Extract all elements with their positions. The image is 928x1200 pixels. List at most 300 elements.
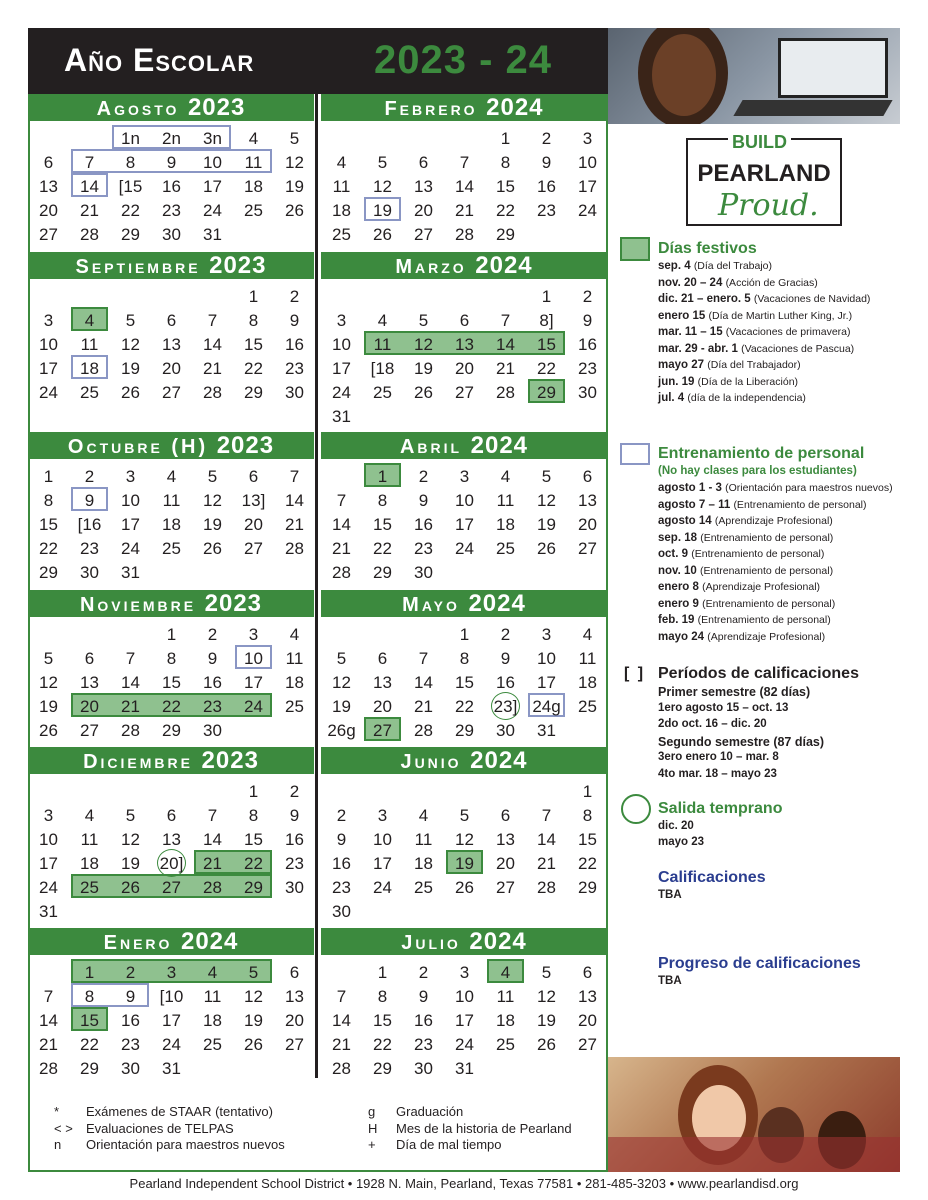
day-cell: 9 <box>500 649 511 668</box>
day-cell: 6 <box>248 467 259 486</box>
day-cell: 5 <box>541 467 552 486</box>
day-cell: 13 <box>414 177 433 196</box>
day-cell: 4 <box>289 625 300 644</box>
footer-legend-text: Exámenes de STAAR (tentativo) <box>86 1104 273 1119</box>
legend-row <box>658 532 833 544</box>
day-cell: 7 <box>207 806 218 825</box>
day-cell: 16 <box>537 177 556 196</box>
day-cell: 18 <box>496 1011 515 1030</box>
day-cell: 28 <box>203 878 222 897</box>
legend-note: (Día del Trabajo) <box>693 260 773 272</box>
legend-note: (Entrenamiento de personal) <box>691 548 825 560</box>
day-cell: 8 <box>248 806 259 825</box>
day-cell: 3 <box>582 129 593 148</box>
legend-row <box>658 260 772 272</box>
month-name: Enero <box>103 932 173 954</box>
day-cell: 21 <box>332 539 351 558</box>
month-year: 2024 <box>468 590 526 617</box>
legend-note: (Vacaciones de Navidad) <box>753 293 871 305</box>
day-cell: 1 <box>459 625 470 644</box>
day-cell: 5 <box>125 311 136 330</box>
day-cell: 24 <box>39 383 58 402</box>
footer-legend-text: Mes de la historia de Pearland <box>396 1120 572 1136</box>
day-cell: 3 <box>459 467 470 486</box>
logo-main: PEARLAND <box>697 160 831 187</box>
day-cell: 31 <box>203 225 222 244</box>
footer-legend-symbol: < > <box>54 1120 73 1136</box>
day-cell: 30 <box>578 383 597 402</box>
day-cell: 12 <box>121 335 140 354</box>
day-cell: 5 <box>541 963 552 982</box>
day-cell: 4 <box>248 129 259 148</box>
day-cell: 22 <box>578 854 597 873</box>
day-cell: 21 <box>455 201 474 220</box>
report-cards-title: Calificaciones <box>658 869 766 886</box>
day-cell: 27 <box>80 721 99 740</box>
month-year: 2024 <box>469 928 527 955</box>
day-cell: 9 <box>289 806 300 825</box>
day-cell: 28 <box>39 1059 58 1078</box>
legend-row <box>658 392 806 404</box>
month-header <box>28 747 314 774</box>
legend-row <box>658 293 870 305</box>
day-cell: 5 <box>248 963 259 982</box>
month-days <box>321 955 607 1110</box>
month-name: Diciembre <box>83 751 193 773</box>
day-cell: 22 <box>162 697 181 716</box>
day-cell: 4 <box>166 467 177 486</box>
day-cell: 1 <box>377 963 388 982</box>
day-cell: 28 <box>121 721 140 740</box>
legend-note: (Entrenamiento de personal) <box>733 498 867 511</box>
month-name: Noviembre <box>79 594 197 616</box>
day-cell: 22 <box>244 359 263 378</box>
legend-row <box>658 631 825 643</box>
day-cell: 17 <box>578 177 597 196</box>
day-cell: 2 <box>84 467 95 486</box>
day-cell: 29 <box>496 225 515 244</box>
day-cell: 3 <box>43 311 54 330</box>
day-cell: 1 <box>166 625 177 644</box>
day-cell: 25 <box>578 697 597 716</box>
day-cell: 2 <box>336 806 347 825</box>
day-cell: 2 <box>582 287 593 306</box>
day-cell: 21 <box>414 697 433 716</box>
footer-legend-text: Día de mal tiempo <box>396 1137 502 1152</box>
day-cell: 22 <box>373 1035 392 1054</box>
legend-row <box>658 565 833 577</box>
day-cell: 15 <box>162 673 181 692</box>
day-cell: 28 <box>414 721 433 740</box>
day-cell: 14 <box>39 1011 58 1030</box>
legend-note: (día de la independencia) <box>687 392 806 404</box>
grading-line: Segundo semestre (87 días) <box>658 734 825 749</box>
month-name: Julio <box>401 932 461 954</box>
legend-date: oct. 9 <box>658 548 689 560</box>
day-cell: 2 <box>289 287 300 306</box>
progress-reports-value: TBA <box>658 975 682 987</box>
month-header <box>321 252 607 279</box>
footer-legend-text: Orientación para maestros nuevos <box>86 1137 285 1152</box>
day-cell: 29 <box>537 383 556 402</box>
legend-date: nov. 10 <box>658 564 697 577</box>
day-cell: 7 <box>459 153 470 172</box>
day-cell: 20 <box>455 359 474 378</box>
day-cell: 13 <box>162 830 181 849</box>
day-cell: 21 <box>496 359 515 378</box>
day-cell: 5 <box>289 129 300 148</box>
day-cell: 15 <box>373 515 392 534</box>
day-cell: 3 <box>125 467 136 486</box>
day-cell: 8 <box>582 806 593 825</box>
grading-title: Períodos de calificaciones <box>658 665 859 682</box>
day-cell: 16 <box>496 673 515 692</box>
day-cell: 17 <box>537 673 556 692</box>
day-cell: 7 <box>336 491 347 510</box>
day-cell: 20 <box>285 1011 304 1030</box>
day-cell: 23 <box>80 539 99 558</box>
day-cell: 13 <box>455 335 474 354</box>
day-cell: 2 <box>500 625 511 644</box>
month-year: 2023 <box>204 590 263 617</box>
legend-note: (Aprendizaje Profesional) <box>707 630 826 643</box>
month-name: Junio <box>400 751 462 773</box>
day-cell: 13 <box>578 987 597 1006</box>
day-cell: 30 <box>414 1059 433 1078</box>
report-cards-value: TBA <box>658 889 682 901</box>
day-cell: 26 <box>121 383 140 402</box>
day-cell: 12 <box>373 177 392 196</box>
day-cell: 12 <box>203 491 222 510</box>
legend-note: (Orientación para maestros nuevos) <box>725 482 893 494</box>
day-cell: 23 <box>285 854 304 873</box>
footer-legend-symbol: + <box>368 1137 376 1152</box>
day-cell: 30 <box>496 721 515 740</box>
day-cell: 1 <box>248 782 259 801</box>
day-cell: 4 <box>336 153 347 172</box>
day-cell: 31 <box>332 407 351 426</box>
day-cell: 5 <box>43 649 54 668</box>
day-cell: 9 <box>336 830 347 849</box>
legend-note: (Vacaciones de Pascua) <box>741 342 855 355</box>
day-cell: 14 <box>285 491 304 510</box>
day-cell: 15 <box>244 830 263 849</box>
month-header <box>28 252 314 279</box>
legend-date: feb. 19 <box>658 614 695 626</box>
day-cell: [16 <box>77 515 102 534</box>
day-cell: 16 <box>332 854 351 873</box>
day-cell: 5 <box>377 153 388 172</box>
legend-date: mayo 27 <box>658 359 705 371</box>
day-cell: 18 <box>285 673 304 692</box>
day-cell: 11 <box>203 987 222 1006</box>
day-cell: 10 <box>537 649 556 668</box>
day-cell: 6 <box>166 311 177 330</box>
legend-note: (Día de la Liberación) <box>697 375 799 388</box>
legend-row <box>658 515 833 527</box>
day-cell: 17 <box>373 854 392 873</box>
legend-row <box>658 614 831 626</box>
day-cell: 12 <box>39 673 58 692</box>
day-cell: 17 <box>39 359 58 378</box>
day-cell: 21 <box>39 1035 58 1054</box>
day-cell: 19 <box>244 1011 263 1030</box>
grading-symbol: [ ] <box>624 665 646 682</box>
day-cell: 20 <box>578 515 597 534</box>
legend-date: agosto 14 <box>658 515 712 527</box>
day-cell: 4 <box>84 806 95 825</box>
day-cell: 8 <box>500 153 511 172</box>
logo-proud: Proud. <box>718 188 819 223</box>
day-cell: 14 <box>80 177 99 196</box>
progress-reports-title: Progreso de calificaciones <box>658 955 861 972</box>
day-cell: 14 <box>121 673 140 692</box>
day-cell: 25 <box>80 383 99 402</box>
month-block-julio <box>321 928 607 1110</box>
day-cell: 27 <box>373 721 392 740</box>
day-cell: 24 <box>244 697 263 716</box>
legend-row <box>658 326 851 338</box>
legend-note: (Entrenamiento de personal) <box>699 564 834 577</box>
footer-address: Pearland Independent School District • 1928 N. Main, Pearland, Texas 77581 • 281-485-3203 • www.pearlandisd.org <box>129 1176 799 1191</box>
day-cell: 29 <box>373 563 392 582</box>
day-cell: 6 <box>500 806 511 825</box>
day-cell: 31 <box>537 721 556 740</box>
day-cell: [10 <box>159 987 184 1006</box>
day-cell: 2 <box>541 129 552 148</box>
day-cell: 19 <box>332 697 351 716</box>
month-block-octubre <box>28 432 314 614</box>
day-cell: 29 <box>373 1059 392 1078</box>
legend-row <box>658 359 801 371</box>
day-cell: 2 <box>289 782 300 801</box>
footer-legend-text: Graduación <box>396 1104 464 1119</box>
day-cell: 19 <box>203 515 222 534</box>
day-cell: 19 <box>121 359 140 378</box>
day-cell: 31 <box>39 902 58 921</box>
day-cell: 4 <box>500 467 511 486</box>
grading-line: 2do oct. 16 – dic. 20 <box>658 718 767 730</box>
footer-legend-symbol: * <box>54 1104 60 1119</box>
month-header <box>321 94 607 121</box>
day-cell: 4 <box>84 311 95 330</box>
day-cell: 9 <box>84 491 95 510</box>
day-cell: 19 <box>414 359 433 378</box>
month-name: Octubre (H) <box>67 436 209 458</box>
day-cell: 20 <box>414 201 433 220</box>
day-cell: 12 <box>455 830 474 849</box>
month-block-junio <box>321 747 607 953</box>
day-cell: 20 <box>39 201 58 220</box>
month-year: 2024 <box>470 432 529 459</box>
day-cell: 12 <box>537 491 556 510</box>
footer-legend-symbol: H <box>368 1120 378 1136</box>
day-cell: 27 <box>285 1035 304 1054</box>
day-cell: 10 <box>39 830 58 849</box>
legend-date: agosto 1 - 3 <box>658 482 722 494</box>
day-cell: 15 <box>537 335 556 354</box>
day-cell: 29 <box>244 383 263 402</box>
day-cell: 1 <box>500 129 511 148</box>
month-name: Septiembre <box>75 256 201 278</box>
legend-date: enero 8 <box>658 581 699 593</box>
legend-row <box>658 548 824 560</box>
day-cell: 23 <box>414 539 433 558</box>
month-name: Marzo <box>395 256 467 278</box>
day-cell: 29 <box>80 1059 99 1078</box>
day-cell: 9 <box>418 987 429 1006</box>
day-cell: 15 <box>80 1011 99 1030</box>
day-cell: 11 <box>162 491 181 510</box>
day-cell: 24 <box>39 878 58 897</box>
day-cell: 30 <box>121 1059 140 1078</box>
month-block-septiembre <box>28 252 314 434</box>
day-cell: 7 <box>43 987 54 1006</box>
legend-date: sep. 18 <box>658 531 697 544</box>
day-cell: 12 <box>332 673 351 692</box>
day-cell: 11 <box>285 649 304 668</box>
footer-legend-text: Evaluaciones de TELPAS <box>86 1120 234 1136</box>
school-year: 2023 - 24 <box>374 38 553 82</box>
teacher-students-photo <box>608 1057 900 1172</box>
month-days <box>28 955 314 1110</box>
logo-build: BUILD <box>728 132 791 153</box>
day-cell: 24 <box>121 539 140 558</box>
day-cell: 25 <box>80 878 99 897</box>
day-cell: 7 <box>207 311 218 330</box>
month-days <box>28 279 314 434</box>
day-cell: 17 <box>203 177 222 196</box>
day-cell: 5 <box>459 806 470 825</box>
day-cell: 3 <box>459 963 470 982</box>
day-cell: 11 <box>496 491 515 510</box>
day-cell: 14 <box>455 177 474 196</box>
day-cell: 7 <box>418 649 429 668</box>
day-cell: 29 <box>455 721 474 740</box>
day-cell: 9 <box>125 987 136 1006</box>
day-cell: 3 <box>248 625 259 644</box>
day-cell: 13 <box>285 987 304 1006</box>
day-cell: 7 <box>289 467 300 486</box>
day-cell: 17 <box>39 854 58 873</box>
day-cell: 30 <box>80 563 99 582</box>
day-cell: 7 <box>84 153 95 172</box>
day-cell: 22 <box>537 359 556 378</box>
legend-note: (Entrenamiento de personal) <box>697 614 831 626</box>
day-cell: 29 <box>162 721 181 740</box>
day-cell: 18 <box>162 515 181 534</box>
day-cell: 19 <box>373 201 392 220</box>
legend-row <box>658 310 852 322</box>
day-cell: 28 <box>332 1059 351 1078</box>
day-cell: 1 <box>377 467 388 486</box>
legend-note: (Acción de Gracias) <box>725 276 818 289</box>
day-cell: 13 <box>373 673 392 692</box>
day-cell: 8 <box>459 649 470 668</box>
day-cell: 28 <box>80 225 99 244</box>
day-cell: 16 <box>285 830 304 849</box>
day-cell: 14 <box>414 673 433 692</box>
day-cell: 25 <box>332 225 351 244</box>
day-cell: 4 <box>582 625 593 644</box>
grading-line: 3ero enero 10 – mar. 8 <box>658 751 779 763</box>
day-cell: 7 <box>541 806 552 825</box>
grading-line: Primer semestre (82 días) <box>658 685 811 699</box>
day-cell: 16 <box>285 335 304 354</box>
footer-legend <box>28 1094 608 1172</box>
month-year: 2023 <box>187 94 246 121</box>
day-cell: 11 <box>414 830 433 849</box>
header-bar <box>28 28 608 94</box>
day-cell: 12 <box>537 987 556 1006</box>
legend-date: jul. 4 <box>658 392 685 404</box>
day-cell: 25 <box>244 201 263 220</box>
legend-note: (Vacaciones de primavera) <box>725 326 851 338</box>
early-release-circle-icon <box>621 794 651 824</box>
page-title: Año Escolar <box>64 42 255 78</box>
month-name: Agosto <box>96 98 180 120</box>
day-cell: 28 <box>455 225 474 244</box>
month-year: 2024 <box>486 94 544 121</box>
month-year: 2023 <box>216 432 275 459</box>
month-header <box>28 432 314 459</box>
day-cell: 3 <box>377 806 388 825</box>
day-cell: 11 <box>244 153 263 172</box>
day-cell: 25 <box>203 1035 222 1054</box>
day-cell: 29 <box>244 878 263 897</box>
training-swatch <box>620 443 650 465</box>
build-pearland-proud-logo <box>686 132 842 226</box>
day-cell: 2n <box>162 129 181 148</box>
day-cell: 27 <box>578 539 597 558</box>
day-cell: 7 <box>336 987 347 1006</box>
day-cell: 3n <box>203 129 222 148</box>
legend-row <box>658 499 867 511</box>
day-cell: 27 <box>244 539 263 558</box>
day-cell: 8 <box>377 491 388 510</box>
day-cell: 24 <box>578 201 597 220</box>
day-cell: 9 <box>289 311 300 330</box>
day-cell: 9 <box>166 153 177 172</box>
day-cell: 30 <box>203 721 222 740</box>
day-cell: 10 <box>39 335 58 354</box>
day-cell: 23 <box>414 1035 433 1054</box>
day-cell: 30 <box>285 383 304 402</box>
day-cell: [15 <box>118 177 143 196</box>
day-cell: 23 <box>332 878 351 897</box>
day-cell: [18 <box>370 359 395 378</box>
day-cell: 15 <box>455 673 474 692</box>
day-cell: 4 <box>418 806 429 825</box>
legend-date: mar. 11 – 15 <box>658 326 723 338</box>
day-cell: 22 <box>244 854 263 873</box>
legend-date: mayo 24 <box>658 630 705 643</box>
day-cell: 21 <box>285 515 304 534</box>
legend-date: sep. 4 <box>658 260 691 272</box>
day-cell: 13 <box>578 491 597 510</box>
day-cell: 16 <box>578 335 597 354</box>
day-cell: 15 <box>496 177 515 196</box>
day-cell: 25 <box>162 539 181 558</box>
month-name: Mayo <box>402 594 460 616</box>
day-cell: 3 <box>336 311 347 330</box>
day-cell: 20 <box>244 515 263 534</box>
day-cell: 23 <box>203 697 222 716</box>
day-cell: 6 <box>43 153 54 172</box>
month-name: Febrero <box>384 98 478 120</box>
day-cell: 31 <box>455 1059 474 1078</box>
column-divider <box>315 94 318 1078</box>
